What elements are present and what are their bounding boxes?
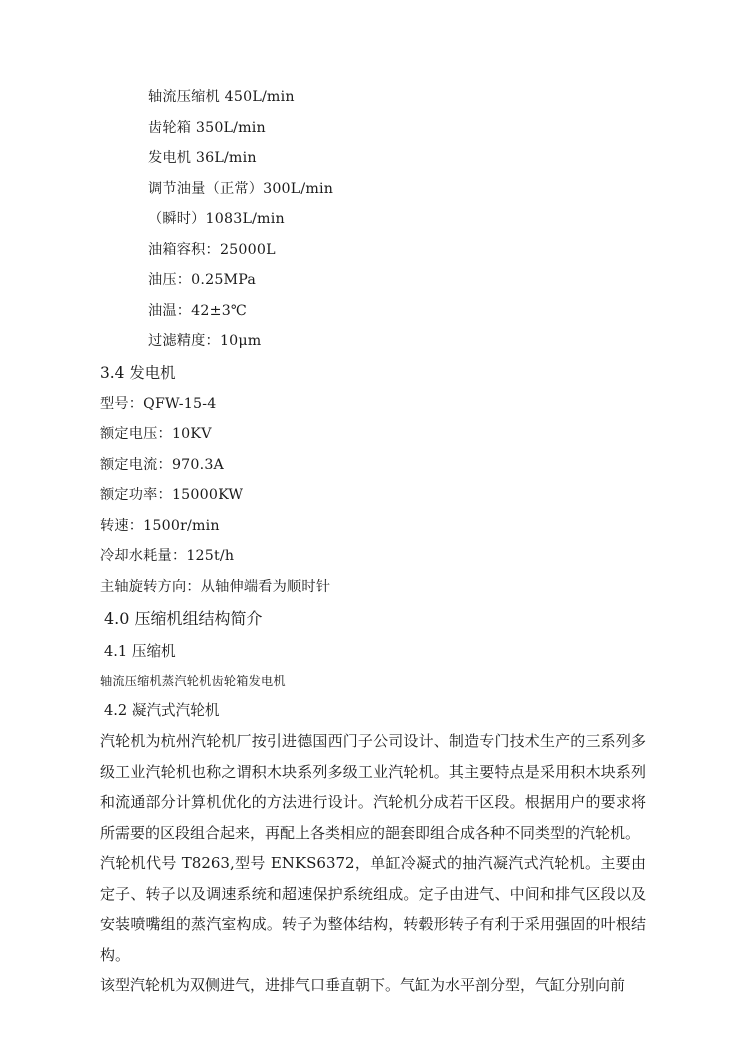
generator-spec-line: 主轴旋转方向：从轴伸端看为顺时针 <box>100 578 331 595</box>
body-paragraph: 汽轮机代号 T8263,型号 ENKS6372，单缸冷凝式的抽汽凝汽式汽轮机。主要由定子、转子以及调速系统和超速保护系统组成。定子由进气、中间和排气区段以及安装喷嘴组的蒸汽室构成。转子为整体结构，转毂形转子有利于采用强固的叶根结构。 <box>100 854 646 964</box>
spec-line: 油箱容积：25000L <box>148 241 276 258</box>
spec-line: 调节油量（正常）300L/min <box>148 180 334 197</box>
spec-line: 油压：0.25MPa <box>148 272 257 288</box>
spec-line: 发电机 36L/min <box>148 150 257 166</box>
generator-spec-line: 转速：1500r/min <box>100 517 220 534</box>
generator-spec-line: 额定电压：10KV <box>100 426 212 442</box>
spec-line: 轴流压缩机 450L/min <box>148 89 295 105</box>
section-heading-3-4: 3.4 发电机 <box>100 363 176 382</box>
figure-caption: 轴流压缩机蒸汽轮机齿轮箱发电机 <box>100 674 286 688</box>
spec-line: 过滤精度：10μm <box>148 333 262 349</box>
generator-spec-line: 冷却水耗量：125t/h <box>100 548 235 564</box>
section-heading-4-2: 4.2 凝汽式汽轮机 <box>104 702 220 719</box>
generator-spec-line: 额定电流：970.3A <box>100 456 224 473</box>
generator-spec-line: 额定功率：15000KW <box>100 487 244 503</box>
spec-line: 齿轮箱 350L/min <box>148 119 266 136</box>
section-heading-4-1: 4.1 压缩机 <box>104 643 176 660</box>
body-paragraph: 该型汽轮机为双侧进气，进排气口垂直朝下。气缸为水平剖分型，气缸分别向前 <box>100 976 626 994</box>
spec-line: （瞬时）1083L/min <box>148 211 285 227</box>
body-paragraph: 汽轮机为杭州汽轮机厂按引进德国西门子公司设计、制造专门技术生产的三系列多级工业汽轮机也称之谓积木块系列多级工业汽轮机。其主要特点是采用积木块系列和流通部分计算机优化的方法进行设计。汽轮机分成若干区段。根据用户的要求将所需要的区段组合起来，再配上各类相应的郶套即组合成各种不同类型的汽轮机。 <box>100 732 646 842</box>
document-content <box>100 82 646 1001</box>
generator-spec-line: 型号：QFW-15-4 <box>100 395 217 412</box>
spec-line: 油温：42±3℃ <box>148 302 248 319</box>
section-heading-4-0: 4.0 压缩机组结构简介 <box>104 609 263 628</box>
